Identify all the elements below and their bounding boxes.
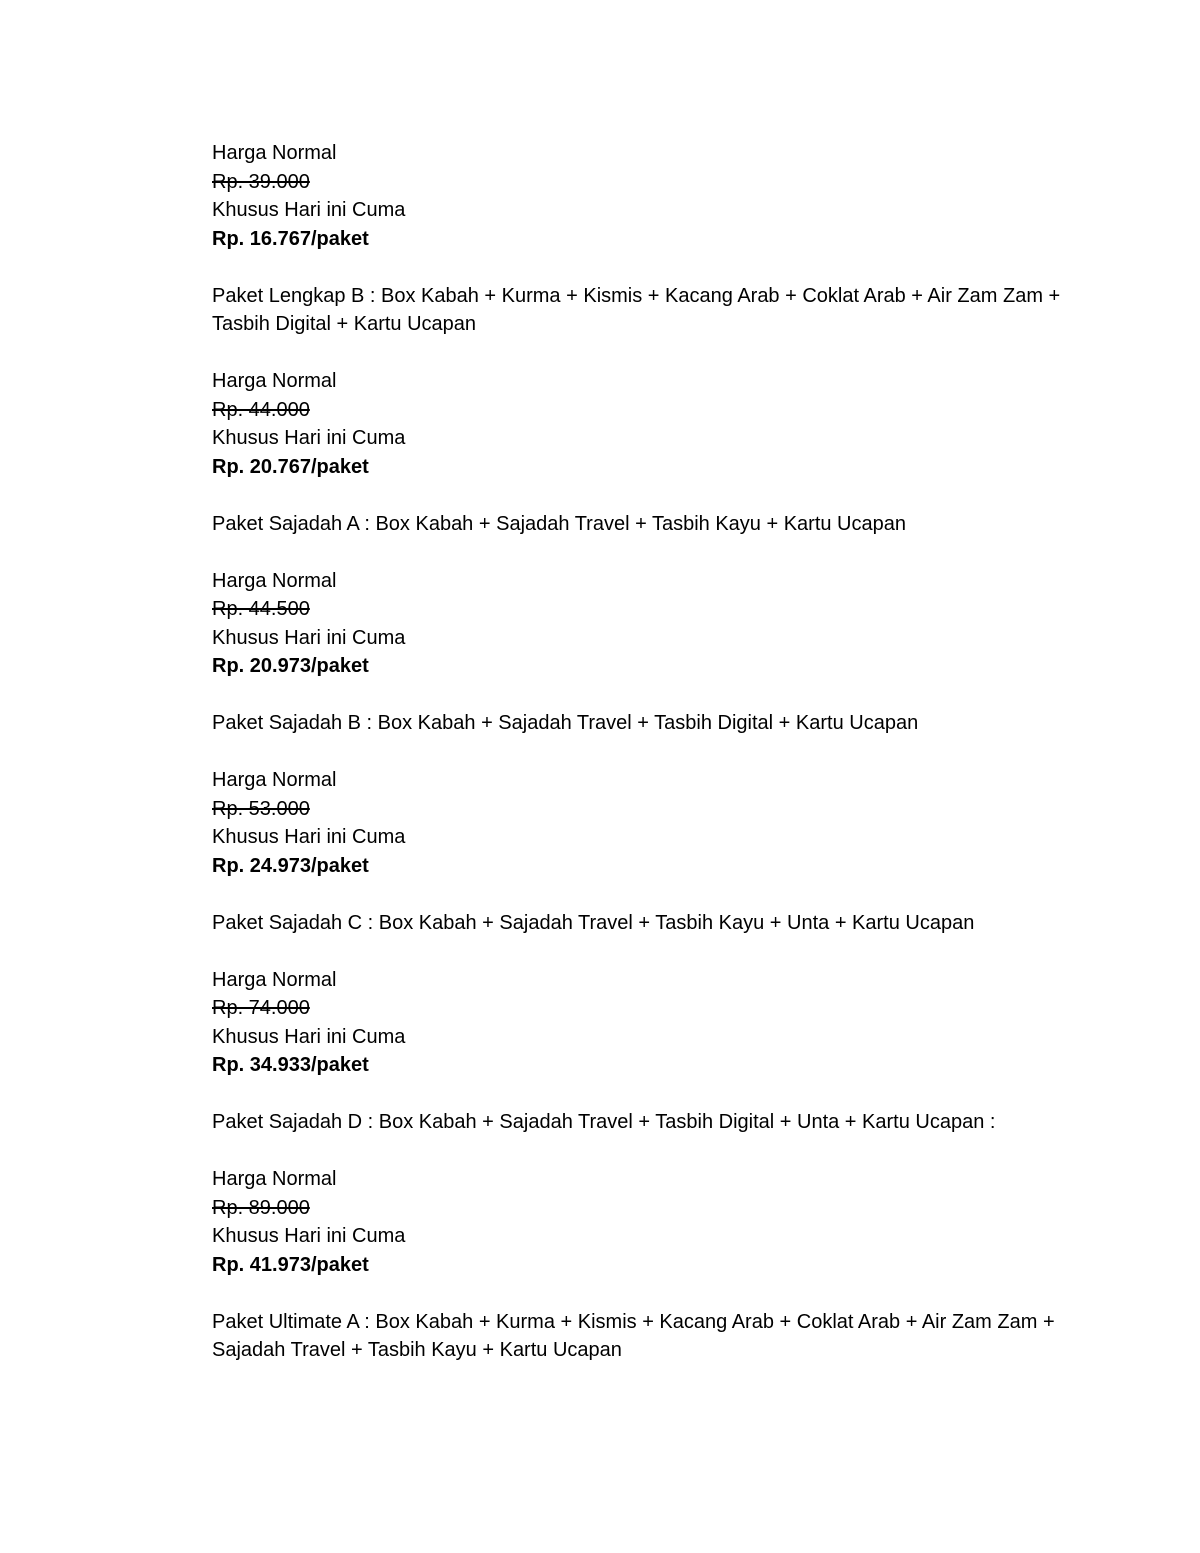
normal-price: Rp. 44.500: [212, 598, 310, 620]
special-label: Khusus Hari ini Cuma: [212, 1225, 406, 1247]
normal-price: Rp. 39.000: [212, 170, 310, 193]
paket-description: Paket Ultimate A : Box Kabah + Kurma + Kismis + Kacang Arab + Coklat Arab + Air Zam Zam + Sajadah Travel + Tasbih Kayu + Kartu Ucapan: [212, 1310, 1055, 1361]
special-label: Khusus Hari ini Cuma: [212, 1025, 406, 1048]
special-price: Rp. 20.973/paket: [212, 655, 369, 677]
price-block: [212, 367, 1072, 481]
harga-normal-label: Harga Normal: [212, 1168, 337, 1190]
special-label: Khusus Hari ini Cuma: [212, 427, 406, 449]
harga-normal-label: Harga Normal: [212, 968, 337, 991]
special-price: Rp. 20.767/paket: [212, 455, 369, 478]
special-price: Rp. 34.933/paket: [212, 1054, 369, 1076]
document-page: [212, 139, 1072, 1393]
price-block: [212, 139, 1072, 253]
price-block: [212, 966, 1072, 1080]
special-price: Rp. 24.973/paket: [212, 854, 369, 877]
normal-price: Rp. 53.000: [212, 797, 310, 820]
special-price: Rp. 41.973/paket: [212, 1253, 369, 1276]
special-label: Khusus Hari ini Cuma: [212, 826, 406, 848]
special-label: Khusus Hari ini Cuma: [212, 626, 406, 649]
paket-description: Paket Lengkap B : Box Kabah + Kurma + Kismis + Kacang Arab + Coklat Arab + Air Zam Zam + Tasbih Digital + Kartu Ucapan: [212, 284, 1061, 335]
price-block: [212, 766, 1072, 880]
harga-normal-label: Harga Normal: [212, 569, 337, 592]
normal-price: Rp. 74.000: [212, 997, 310, 1019]
harga-normal-label: Harga Normal: [212, 142, 337, 164]
paket-description: Paket Sajadah B : Box Kabah + Sajadah Travel + Tasbih Digital + Kartu Ucapan: [212, 712, 919, 734]
price-block: [212, 567, 1072, 681]
paket-description: Paket Sajadah D : Box Kabah + Sajadah Travel + Tasbih Digital + Unta + Kartu Ucapan :: [212, 1111, 996, 1133]
normal-price: Rp. 89.000: [212, 1196, 310, 1219]
special-price: Rp. 16.767/paket: [212, 227, 369, 250]
normal-price: Rp. 44.000: [212, 398, 310, 421]
price-block: [212, 1165, 1072, 1279]
paket-description: Paket Sajadah C : Box Kabah + Sajadah Travel + Tasbih Kayu + Unta + Kartu Ucapan: [212, 911, 975, 934]
special-label: Khusus Hari ini Cuma: [212, 199, 406, 221]
harga-normal-label: Harga Normal: [212, 370, 337, 392]
harga-normal-label: Harga Normal: [212, 769, 337, 791]
paket-description: Paket Sajadah A : Box Kabah + Sajadah Travel + Tasbih Kayu + Kartu Ucapan: [212, 512, 906, 535]
